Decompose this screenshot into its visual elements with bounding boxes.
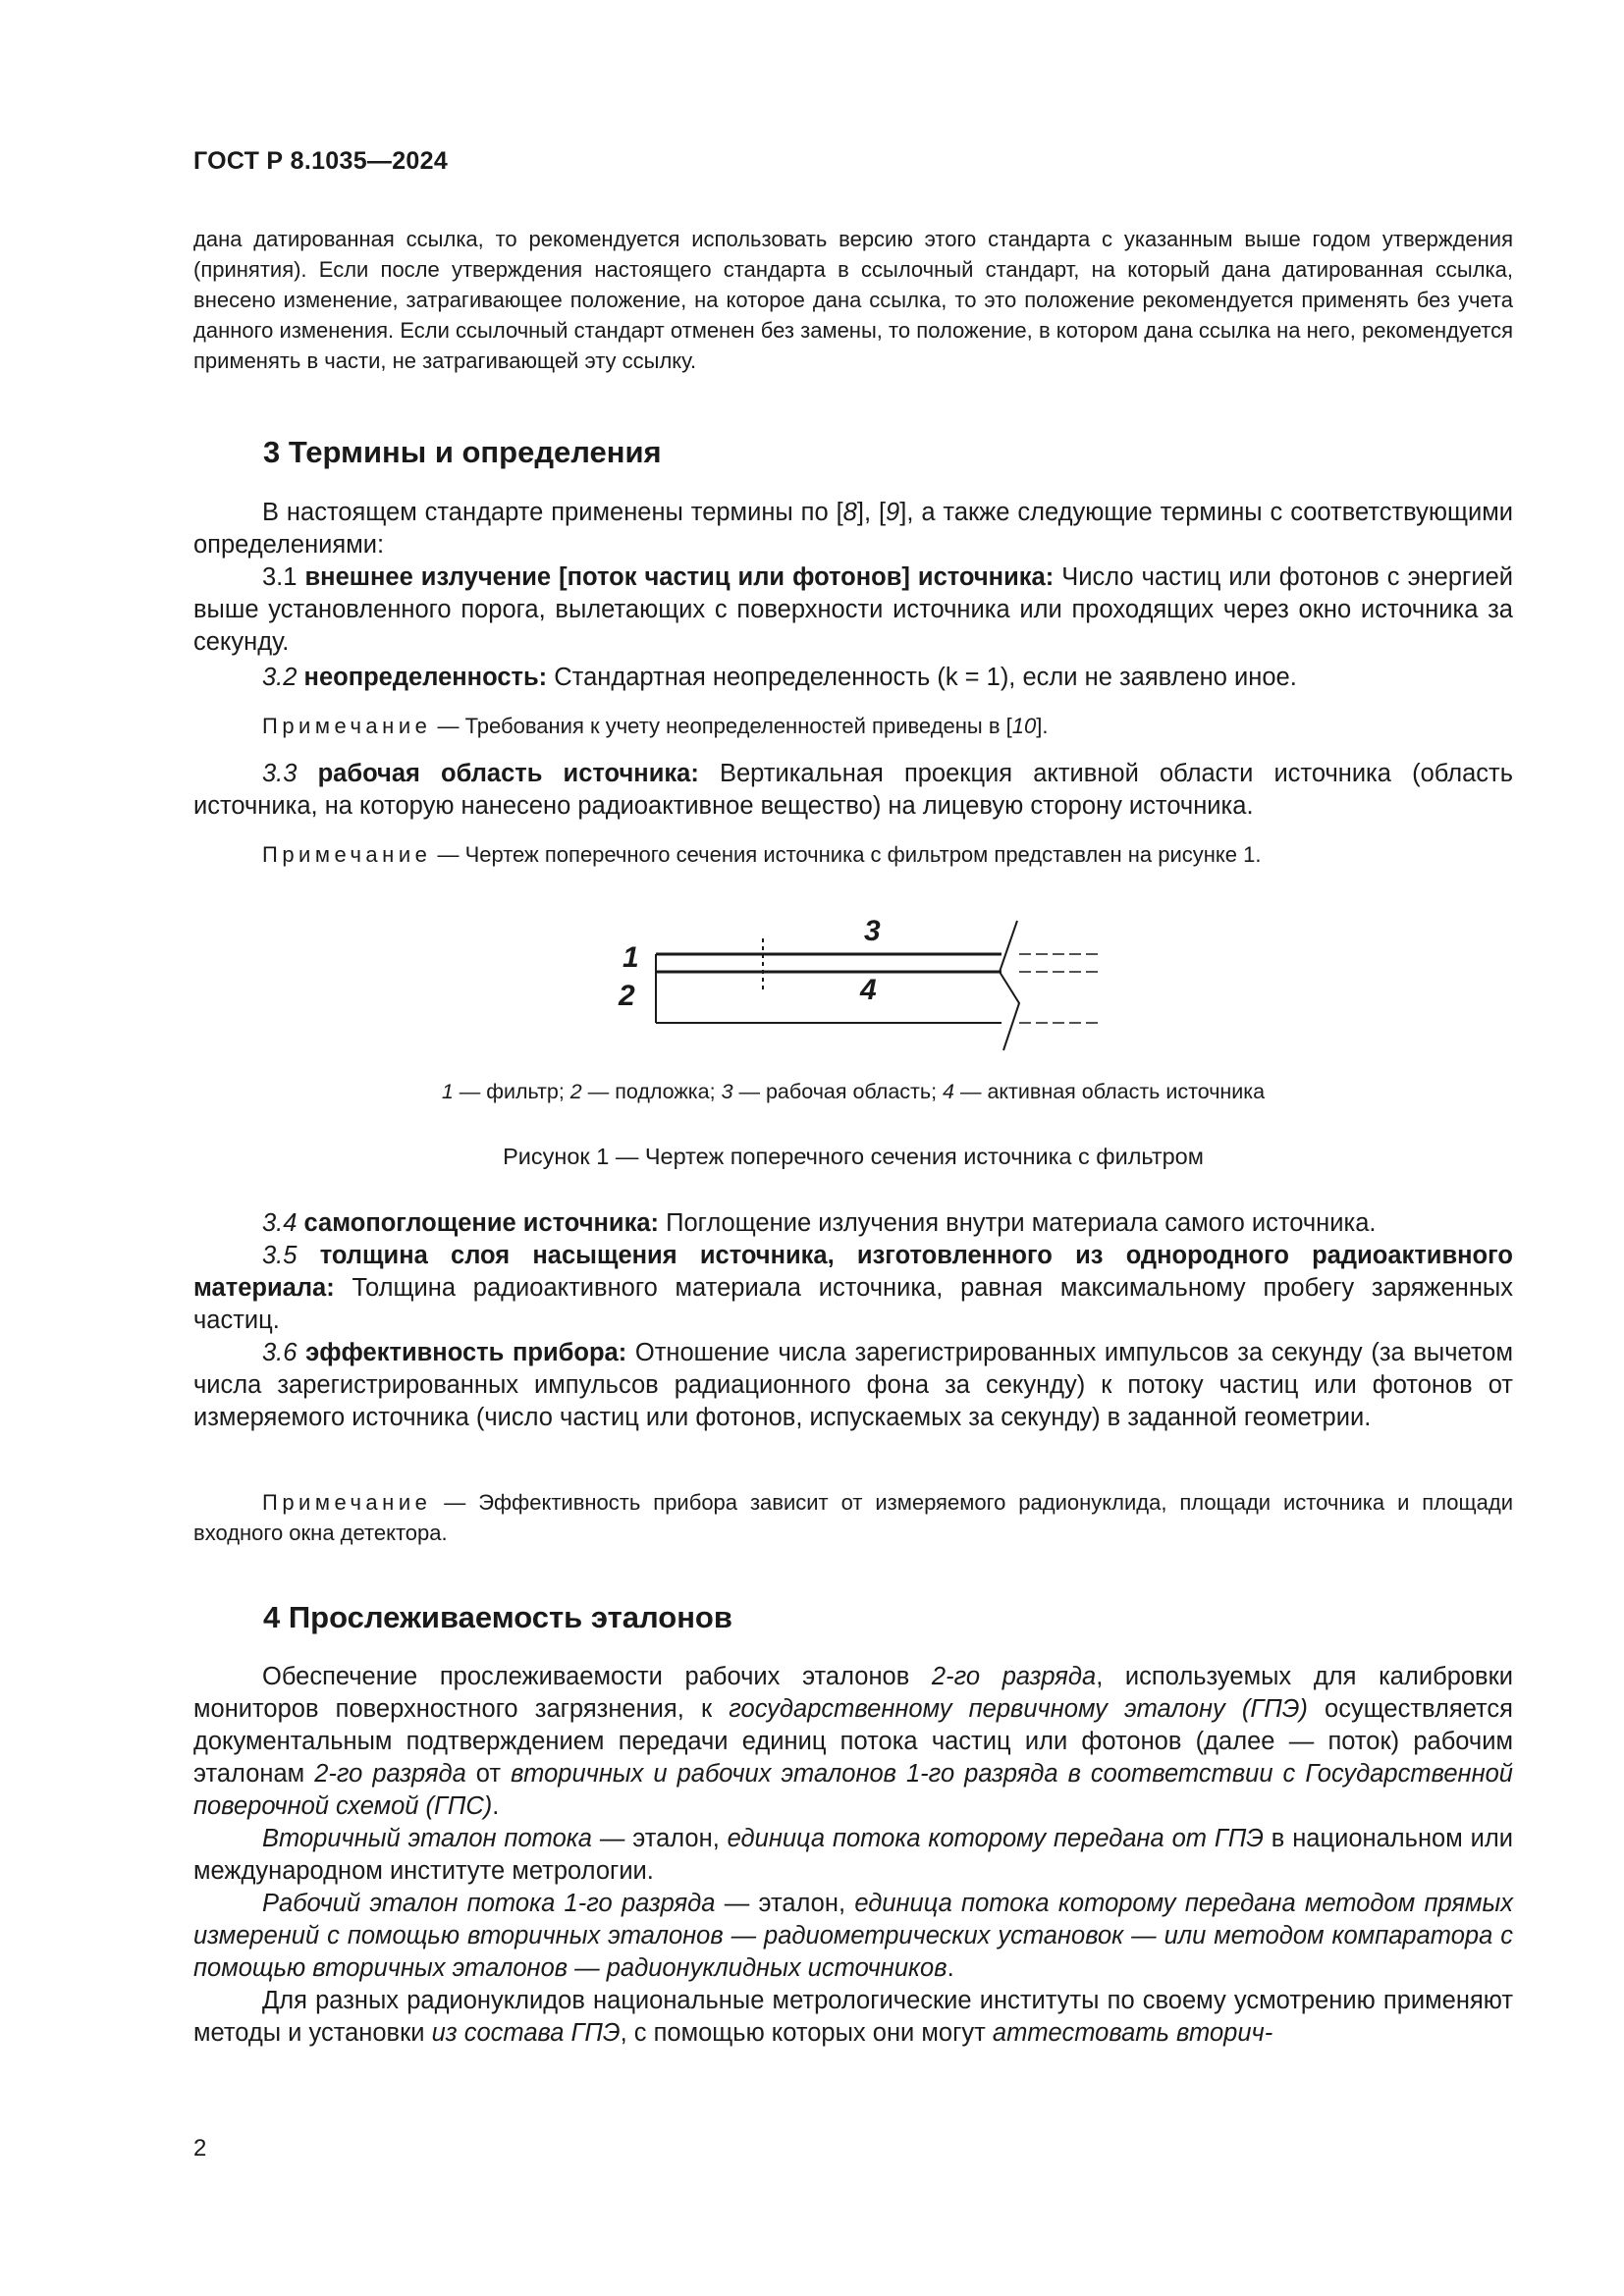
section-3-intro: В настоящем стандарте применены термины по [8], [9], а также следующие термины с соответствующими определениями: — [193, 499, 1514, 559]
figure-1-cross-section — [609, 893, 1119, 1060]
term-3-1: 3.1 внешнее излучение [поток частиц или фотонов] источника: Число частиц или фотонов с энергией выше установленного порога, вылетающих с поверхности источника или проходящих через окно источника за секунду. — [193, 563, 1513, 656]
label-working-area: 3 — [864, 915, 881, 947]
label-substrate: 2 — [619, 980, 635, 1012]
term-3-4: 3.4 самопоглощение источника: Поглощение излучения внутри материала самого источника. — [262, 1209, 1377, 1237]
note-efficiency: Примечание — Эффективность прибора зависит от измеряемого радионуклида, площади источника и площади входного окна детектора. — [193, 1490, 1513, 1545]
page-number: 2 — [193, 2135, 207, 2162]
figure-1-title: Рисунок 1 — Чертеж поперечного сечения источника с фильтром — [503, 1144, 1204, 1169]
break-line — [1000, 921, 1019, 1050]
section-4-title: 4 Прослеживаемость эталонов — [263, 1600, 732, 1634]
note-figure-reference: Примечание — Чертеж поперечного сечения источника с фильтром представлен на рисунке 1. — [262, 842, 1262, 867]
section-4-paragraph-4: Для разных радионуклидов национальные метрологические институты по своему усмотрению применяют методы и установки из состава ГПЭ, с помощью которых они могут аттестовать вторич- — [193, 1987, 1513, 2047]
document-header: ГОСТ Р 8.1035—2024 — [193, 147, 449, 175]
label-filter: 1 — [623, 941, 639, 974]
label-active-area: 4 — [860, 974, 877, 1006]
term-3-2: 3.2 неопределенность: Стандартная неопределенность (k = 1), если не заявлено иное. — [262, 664, 1297, 691]
term-3-6: 3.6 эффективность прибора: Отношение числа зарегистрированных импульсов за секунду (за вычетом числа зарегистрированных импульсов радиационного фона за секунду) к потоку частиц или фотонов от измеряемого источника (число частиц или фотонов, испускаемых за секунду) в заданной геометрии. — [193, 1339, 1513, 1431]
section-4-paragraph-2: Вторичный эталон потока — эталон, единица потока которому передана от ГПЭ в национальном или международном институте метрологии. — [193, 1825, 1513, 1885]
section-4-paragraph-3: Рабочий эталон потока 1-го разряда — эталон, единица потока которому передана методом прямых измерений с помощью вторичных эталонов — радиометрических установок — или методом компаратора с помощью вторичных эталонов — радионуклидных источников. — [193, 1890, 1514, 1982]
term-3-5: 3.5 толщина слоя насыщения источника, изготовленного из однородного радиоактивного материала: Толщина радиоактивного материала источника, равная максимальному пробегу заряженных частиц. — [193, 1242, 1513, 1334]
intro-paragraph: дана датированная ссылка, то рекомендуется использовать версию этого стандарта с указанным выше годом утверждения (принятия). Если после утверждения настоящего стандарта в ссылочный стандарт, на который дана датированная ссылка, внесено изменение, затрагивающее положение, на которое дана ссылка, то это положение рекомендуется применять без учета данного изменения. Если ссылочный стандарт отменен без замены, то положение, в котором дана ссылка на него, рекомендуется применять в части, не затрагивающей эту ссылку. — [193, 227, 1513, 373]
note-uncertainty: Примечание — Требования к учету неопределенностей приведены в [10]. — [262, 714, 1049, 738]
section-3-title: 3 Термины и определения — [263, 435, 662, 469]
figure-1-legend: 1 — фильтр; 2 — подложка; 3 — рабочая область; 4 — активная область источника — [441, 1080, 1266, 1103]
section-4-paragraph-1: Обеспечение прослеживаемости рабочих эталонов 2-го разряда, используемых для калибровки мониторов поверхностного загрязнения, к государственному первичному эталону (ГПЭ) осуществляется документальным подтверждением передачи единиц потока частиц или фотонов (далее — поток) рабочим эталонам 2-го разряда от вторичных и рабочих эталонов 1-го разряда в соответствии с Государственной поверочной схемой (ГПС). — [193, 1663, 1514, 1820]
term-3-3: 3.3 рабочая область источника: Вертикальная проекция активной области источника (область источника, на которую нанесено радиоактивное вещество) на лицевую сторону источника. — [193, 760, 1513, 820]
